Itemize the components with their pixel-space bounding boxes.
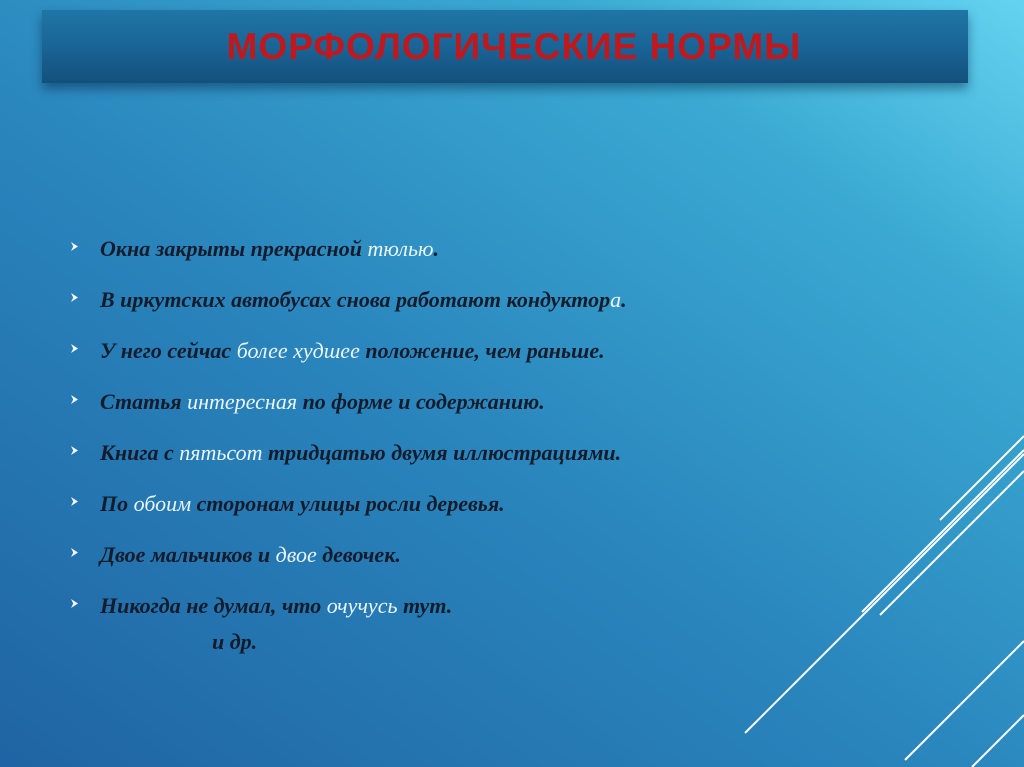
highlighted-word: более худшее: [236, 338, 360, 363]
deco-line-1: [940, 436, 1024, 520]
arrow-bullet-icon: [70, 394, 79, 405]
bullet-text-part: тридцатью двумя иллюстрациями.: [262, 440, 622, 465]
bullet-text: [100, 376, 545, 427]
bullet-text-part: девочек.: [316, 542, 401, 567]
bullet-text-part: .: [621, 287, 627, 312]
deco-line-5: [905, 641, 1024, 760]
arrow-bullet-icon: [70, 241, 79, 252]
bullet-text: [100, 223, 439, 274]
arrow-bullet-icon: [70, 445, 79, 456]
highlighted-word: двое: [275, 542, 317, 567]
bullet-text: [100, 529, 401, 580]
bullet-text-part: тут.: [397, 593, 453, 618]
highlighted-word: обоим: [133, 491, 192, 516]
bullet-text-part: сторонам улицы росли деревья.: [191, 491, 505, 516]
bullet-text-part: Никогда не думал, что: [100, 593, 327, 618]
arrow-bullet-icon: [70, 496, 79, 507]
bullet-text-part: В иркутских автобусах снова работают кондуктор: [100, 287, 611, 312]
bullet-text: [100, 478, 505, 529]
slide-title: МОРФОЛОГИЧЕСКИЕ НОРМЫ: [226, 25, 802, 67]
highlighted-word: очучусь: [326, 593, 398, 618]
highlighted-word: а: [610, 287, 622, 312]
arrow-bullet-icon: [70, 292, 79, 303]
bullet-text-part: Двое мальчиков и: [100, 542, 276, 567]
deco-line-2: [862, 450, 1024, 612]
bullet-text-part: .: [433, 236, 439, 261]
arrow-bullet-icon: [70, 598, 79, 609]
bullet-text-part: У него сейчас: [100, 338, 237, 363]
bullet-text-part: по форме и содержанию.: [297, 389, 545, 414]
bullet-text-part: По: [100, 491, 134, 516]
bullet-text: [100, 325, 605, 376]
bullet-text-part: Статья: [100, 389, 188, 414]
title-bar: [42, 10, 968, 83]
bullet-text-part: Книга с: [100, 440, 180, 465]
highlighted-word: пятьсот: [179, 440, 263, 465]
bullet-text-part: положение, чем раньше.: [359, 338, 605, 363]
bullet-text: [100, 274, 627, 325]
bullet-text: [100, 580, 452, 631]
bullet-text: [100, 427, 621, 478]
tail-text: и др.: [212, 629, 258, 654]
highlighted-word: интересная: [187, 389, 298, 414]
bullet-text-part: Окна закрыты прекрасной: [100, 236, 368, 261]
highlighted-word: тюлью: [367, 236, 434, 261]
arrow-bullet-icon: [70, 343, 79, 354]
deco-line-3: [880, 471, 1024, 615]
deco-line-4: [745, 454, 1024, 733]
arrow-bullet-icon: [70, 547, 79, 558]
deco-line-6: [972, 715, 1024, 767]
